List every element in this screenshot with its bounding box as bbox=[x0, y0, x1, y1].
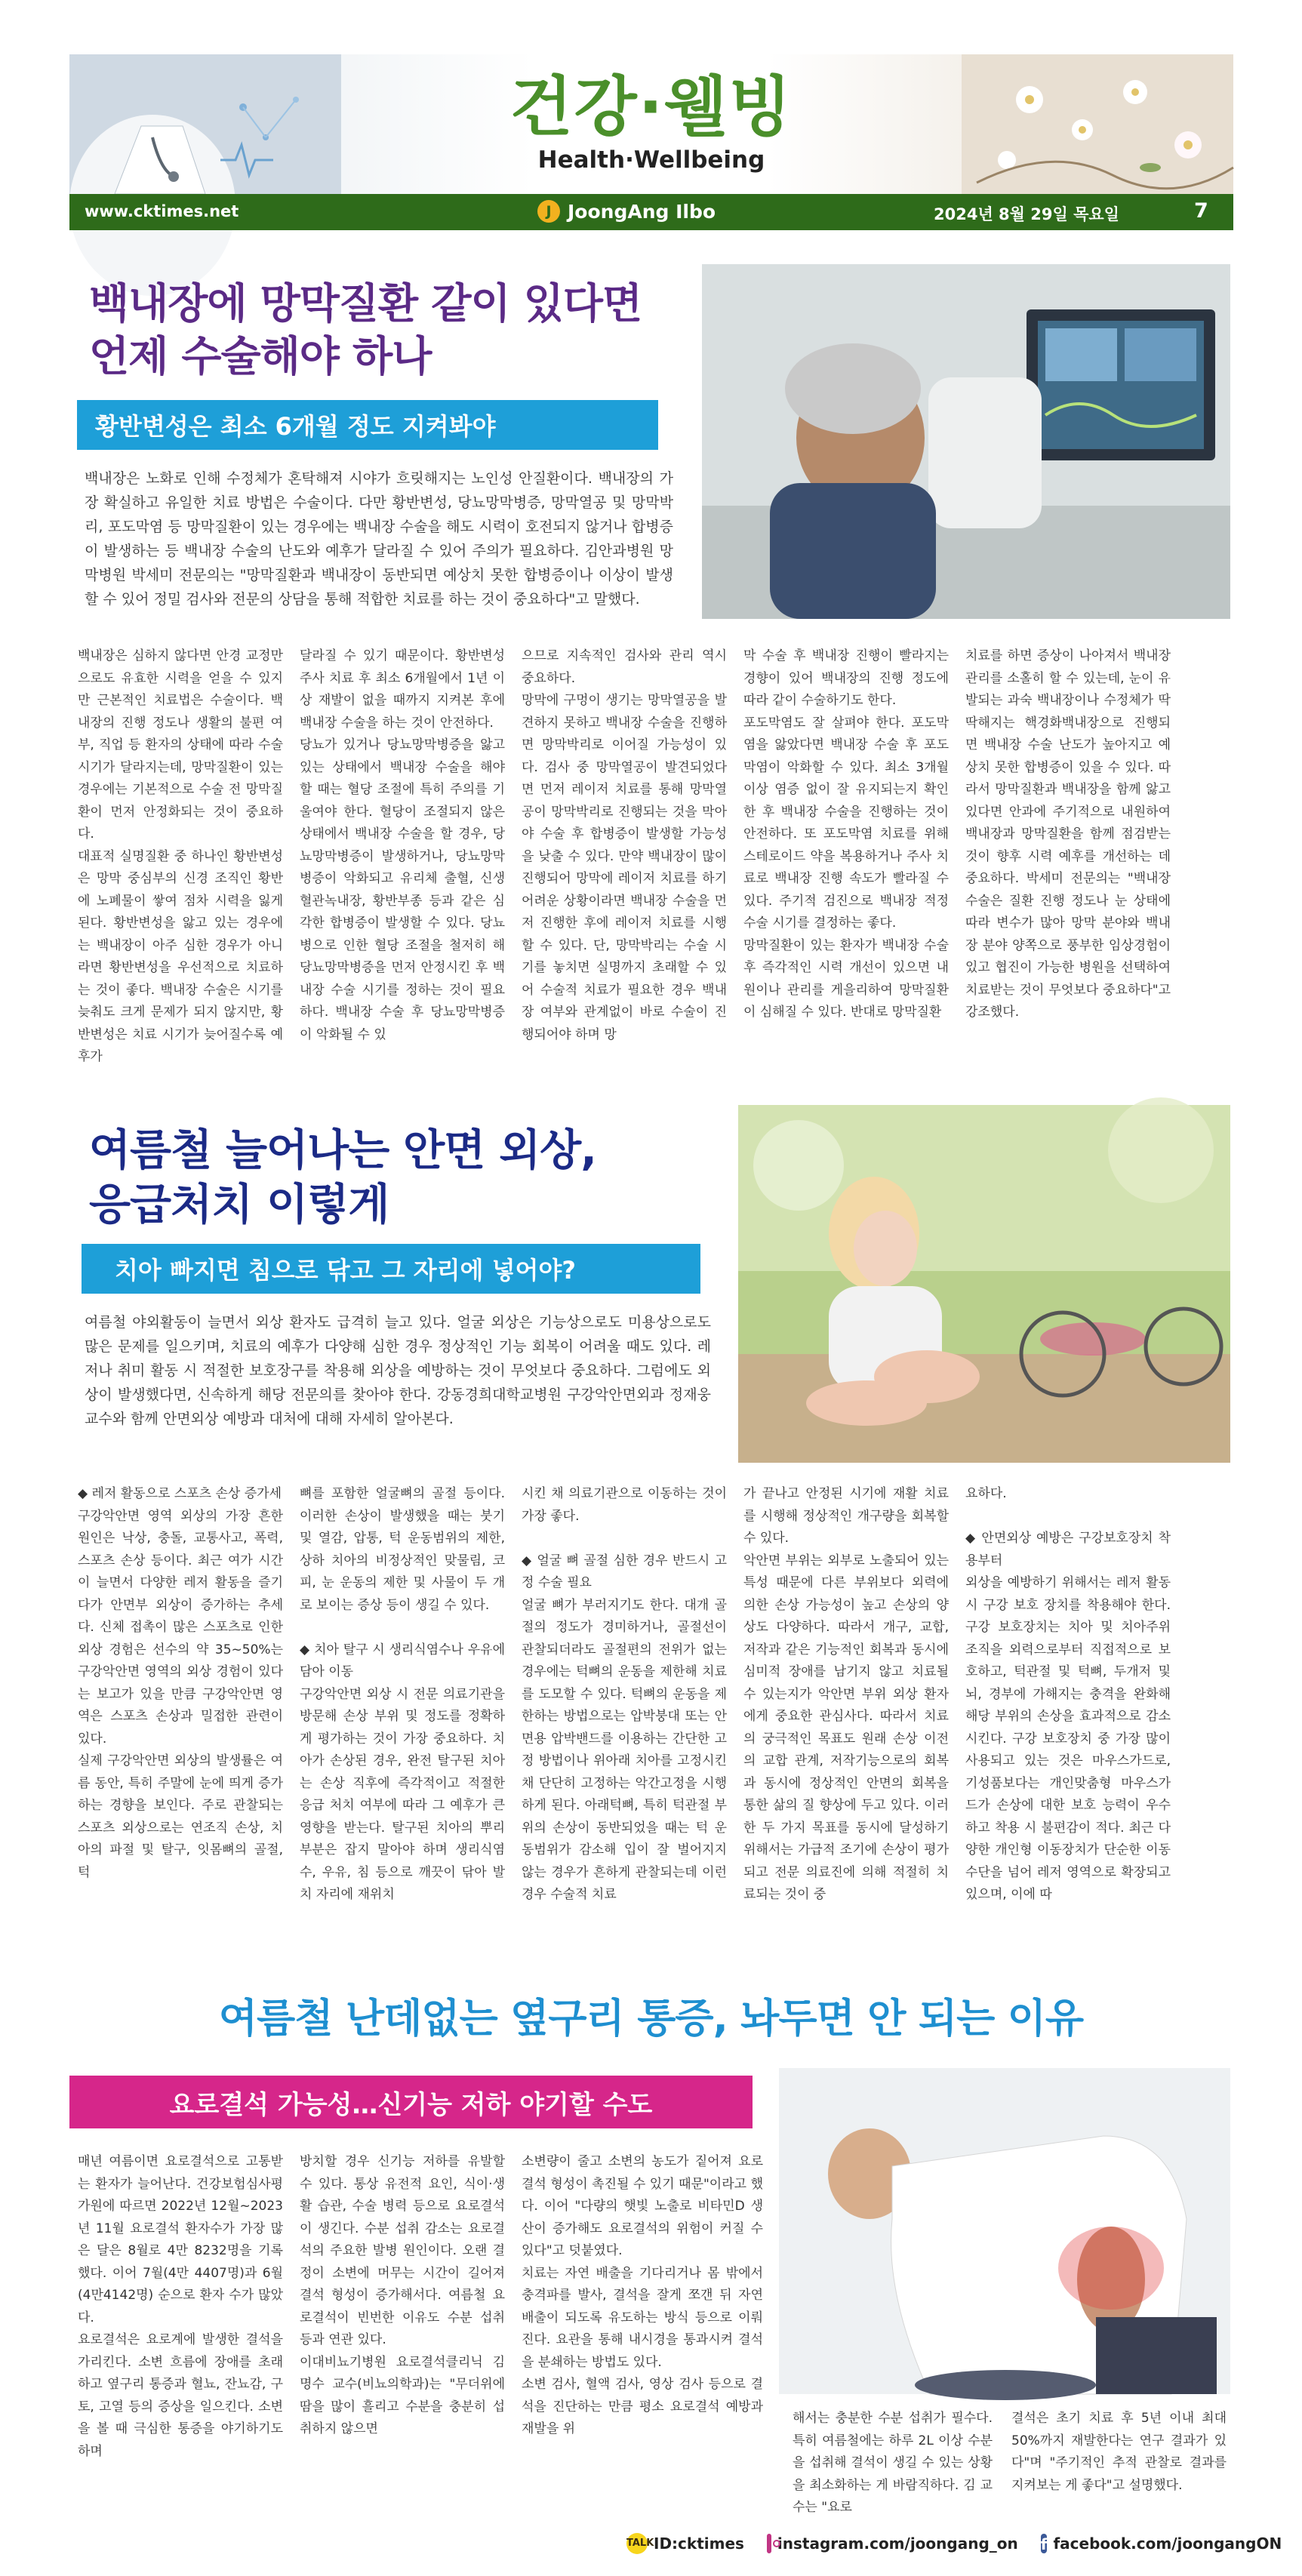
article1-lead: 백내장은 노화로 인해 수정체가 혼탁해져 시야가 흐릿해지는 노인성 안질환이다. 백내장의 가장 확실하고 유일한 치료 방법은 수술이다. 다만 황반변성, 당뇨망막병증, 망막열공 및 망막박리, 포도막염 등 망막질환이 있는 경우에는 백내장 수술을 해도 시력이 호전되지 않거나 합병증이 발생하는 등 백내장 수술의 난도와 예후가 달라질 수 있어 주의가 필요하다. 김안과병원 망막병원 박세미 전문의는 "망막질환과 백내장이 동반되면 예상치 못한 합병증이나 이상이 발생할 수 있어 정밀 검사와 전문의 상담을 통해 적합한 치료를 하는 것이 중요하다"고 말했다. bbox=[85, 470, 673, 608]
joongang-logo-icon: J bbox=[537, 200, 560, 223]
article2-headline-line1: 여름철 늘어나는 안면 외상, bbox=[89, 1125, 596, 1175]
article2-column-3: 시킨 채 의료기관으로 이동하는 것이 가장 좋다. ◆ 얼굴 뼈 골절 심한 경우 반드시 고정 수술 필요 얼굴 뼈가 부러지기도 한다. 대개 골절의 정도가 경미하거나, 골절선이 관찰되더라도 골절편의 전위가 없는 경우에는 턱뼈의 운동을 제한해 치료를 도모할 수 있다. 턱뼈의 운동을 제한하는 방법으로는 압박붕대 또는 안면용 압박밴드를 이용하는 간단한 고정 방법이나 위아래 치아를 고정시킨 채 단단히 고정하는 악간고정을 시행하게 된다. 아래턱뼈, 특히 턱관절 부위의 손상이 동반되었을 때는 턱 운동범위가 감소해 입이 잘 벌어지지 않는 경우가 흔하게 관찰되는데 이런 경우 수술적 치료 bbox=[522, 1486, 727, 1902]
article3-column-5: 결석은 초기 치료 후 5년 이내 최대 50%까지 재발한다는 연구 결과가 있다"며 "주기적인 추적 관찰로 결과를 지켜보는 게 좋다"고 설명했다. bbox=[1011, 2411, 1227, 2493]
instagram-link[interactable]: instagram.com/joongang_on bbox=[777, 2534, 1018, 2553]
article3-subhead: 요로결석 가능성…신기능 저하 야기할 수도 bbox=[69, 2076, 753, 2128]
facebook-icon: f bbox=[1040, 2535, 1048, 2553]
back-pain-illustration bbox=[779, 2068, 1230, 2394]
article1-column-3: 으므로 지속적인 검사와 관리 역시 중요하다. 망막에 구멍이 생기는 망막열공을 발견하지 못하고 백내장 수술을 진행하면 망막박리로 이어질 가능성이 있다. 검사 중 망막열공이 발견되었다면 먼저 레이저 치료를 통해 망막열공이 망막박리로 진행되는 것을 막아야 수술 후 합병증이 발생할 가능성을 낮출 수 있다. 만약 백내장이 많이 진행되어 망막에 레이저 치료를 하기 어려운 상황이라면 백내장 수술을 먼저 진행한 후에 레이저 치료를 시행할 수 있다. 단, 망막박리는 수술 시기를 놓치면 실명까지 초래할 수 있어 수술적 치료가 필요한 경우 백내장 여부와 관계없이 바로 수술이 진행되어야 하며 망 bbox=[522, 648, 727, 1042]
article3-column-2: 방치할 경우 신기능 저하를 유발할 수 있다. 통상 유전적 요인, 식이·생활 습관, 수술 병력 등으로 요로결석이 생긴다. 수분 섭취 감소는 요로결석의 주요한 발병 원인이다. 오랜 결정이 소변에 머무는 시간이 길어져 결석 형성이 증가해서다. 여름철 요로결석이 빈번한 이유도 수분 섭취 등과 연관 있다. 이대비뇨기병원 요로결석클리닉 김명수 교수(비뇨의학과)는 "무더위에 땀을 많이 흘리고 수분을 충분히 섭취하지 않으면 bbox=[300, 2154, 505, 2436]
article1-column-5: 치료를 하면 증상이 나아져서 백내장 관리를 소홀히 할 수 있는데, 눈이 유발되는 과숙 백내장이나 수정체가 딱딱해지는 핵경화백내장으로 진행되면 백내장 수술 난도가 높아지고 예상치 못한 합병증이 있을 수 있다. 따라서 망막질환과 백내장을 함께 앓고 있다면 안과에 주기적으로 내원하여 백내장과 망막질환을 함께 점검받는 것이 향후 시력 예후를 개선하는 데 중요하다. 박세미 전문의는 "백내장 수술은 질환 진행 정도나 눈 상태에 따라 변수가 많아 망막 분야와 백내장 분야 양쪽으로 풍부한 임상경험이 있고 협진이 가능한 병원을 선택하여 치료받는 것이 무엇보다 중요하다"고 강조했다. bbox=[965, 648, 1171, 1020]
article1-column-1: 백내장은 심하지 않다면 안경 교정만으로도 유효한 시력을 얻을 수 있지만 근본적인 치료법은 수술이다. 백내장의 진행 정도나 생활의 불편 여부, 직업 등 환자의 상태에 따라 수술 시기가 달라지는데, 망막질환이 있는 경우에는 기본적으로 수술 전 망막질환이 먼저 안정화되는 것이 중요하다. 대표적 실명질환 중 하나인 황반변성은 망막 중심부의 신경 조직인 황반에 노폐물이 쌓여 점차 시력을 잃게 된다. 황반변성을 앓고 있는 경우에는 백내장이 아주 심한 경우가 아니라면 황반변성을 우선적으로 치료하는 것이 좋다. 백내장 수술은 시기를 늦춰도 크게 문제가 되지 않지만, 황반변성은 치료 시기가 늦어질수록 예후가 bbox=[78, 648, 283, 1064]
article1-subhead: 황반변성은 최소 6개월 정도 지켜봐야 bbox=[77, 400, 658, 450]
article1-headline-line1: 백내장에 망막질환 같이 있다면 bbox=[89, 279, 642, 328]
article2-column-1: ◆ 레저 활동으로 스포츠 손상 증가세 구강악안면 영역 외상의 가장 흔한 원인은 낙상, 충돌, 교통사고, 폭력, 스포츠 손상 등이다. 최근 여가 시간이 늘면서 다양한 레저 활동을 즐기다가 안면부 외상이 증가하는 추세다. 신체 접촉이 많은 스포츠로 인한 외상 경험은 선수의 약 35~50%는 구강악안면 영역의 외상 경험이 있다는 보고가 있을 만큼 구강악안면 영역은 스포츠 손상과 밀접한 관련이 있다. 실제 구강악안면 외상의 발생률은 여름 동안, 특히 주말에 눈에 띄게 증가하는 경향을 보인다. 주로 관찰되는 스포츠 외상으로는 연조직 손상, 치아의 파절 및 탈구, 잇몸뼈의 골절, 턱 bbox=[78, 1486, 283, 1880]
article1-headline-line2: 언제 수술해야 하나 bbox=[89, 332, 432, 380]
article2-column-4: 가 끝나고 안정된 시기에 재활 치료를 시행해 정상적인 개구량을 회복할 수 있다. 악안면 부위는 외부로 노출되어 있는 특성 때문에 다른 부위보다 외력에 의한 손상 가능성이 높고 손상의 양상도 다양하다. 따라서 개구, 교합, 저작과 같은 기능적인 회복과 동시에 심미적 장애를 남기지 않고 치료될 수 있는지가 악안면 부위 외상 환자에게 중요한 관심사다. 따라서 치료의 궁극적인 목표도 원래 손상 이전의 교합 관계, 저작기능으로의 회복과 동시에 정상적인 안면의 회복을 통한 삶의 질 향상에 두고 있다. 이러한 두 가지 목표를 동시에 달성하기 위해서는 가급적 조기에 손상이 평가되고 전문 의료진에 의해 적절히 치료되는 것이 중 bbox=[743, 1486, 949, 1902]
kakao-icon: TALK bbox=[626, 2533, 648, 2554]
paper-name: JoongAng Ilbo bbox=[568, 200, 716, 223]
article1-column-4: 막 수술 후 백내장 진행이 빨라지는 경향이 있어 백내장의 진행 정도에 따라 같이 수술하기도 한다. 포도막염도 잘 살펴야 한다. 포도막염을 앓았다면 백내장 수술 후 포도막염이 악화할 수 있다. 최소 3개월 이상 염증 없이 잘 유지되는지 확인한 후 백내장 수술을 진행하는 것이 안전하다. 또 포도막염 치료를 위해 스테로이드 약을 복용하거나 주사 치료로 백내장 진행 속도가 빨라질 수 있다. 주기적 검진으로 백내장 적정 수술 시기를 결정하는 좋다. 망막질환이 있는 환자가 백내장 수술 후 즉각적인 시력 개선이 있으면 내원이나 관리를 게을리하여 망막질환이 심해질 수 있다. 반대로 망막질환 bbox=[743, 648, 949, 1020]
section-title: 건강·웰빙 bbox=[509, 69, 793, 145]
article2-subhead: 치아 빠지면 침으로 닦고 그 자리에 넣어야? bbox=[82, 1244, 700, 1294]
page-number: 7 bbox=[1194, 199, 1208, 223]
article3-photo-back-pain bbox=[779, 2068, 1230, 2394]
article2-column-5: 요하다. ◆ 안면외상 예방은 구강보호장치 착용부터 외상을 예방하기 위해서는 레저 활동 시 구강 보호 장치를 착용해야 한다. 구강 보호장치는 치아 및 치아주위 조직을 외력으로부터 직접적으로 보호하고, 턱관절 및 턱뼈, 두개저 및 뇌, 경부에 가해지는 충격을 완화해 해당 부위의 손상을 효과적으로 감소시킨다. 구강 보호장치 중 가장 많이 사용되고 있는 것은 마우스가드로, 기성품보다는 개인맞춤형 마우스가드가 손상에 대한 보호 능력이 우수하고 착용 시 불편감이 적다. 최근 다양한 개인형 이동장치가 단순한 이동 수단을 넘어 레저 영역으로 확장되고 있으며, 이에 따 bbox=[965, 1486, 1171, 1902]
article3-column-4: 해서는 충분한 수분 섭취가 필수다. 특히 여름철에는 하루 2L 이상 수분을 섭취해 결석이 생길 수 있는 상황을 최소화하는 게 바람직하다. 김 교수는 "요로 bbox=[793, 2411, 993, 2515]
kakao-id[interactable]: ID:cktimes bbox=[654, 2534, 744, 2553]
article3-column-3: 소변량이 줄고 소변의 농도가 짙어져 요로결석 형성이 촉진될 수 있기 때문"이라고 했다. 이어 "다량의 햇빛 노출로 비타민D 생산이 증가해도 요로결석의 위험이 커질 수 있다"고 덧붙였다. 치료는 자연 배출을 기다리거나 몸 밖에서 충격파를 발사, 결석을 잘게 쪼갠 뒤 자연 배출이 되도록 유도하는 방식 등으로 이뤄진다. 요관을 통해 내시경을 통과시켜 결석을 분쇄하는 방법도 있다. 소변 검사, 혈액 검사, 영상 검사 등으로 결석을 진단하는 만큼 평소 요로결석 예방과 재발을 위 bbox=[522, 2154, 763, 2436]
article2-column-2: 뼈를 포함한 얼굴뼈의 골절 등이다. 이러한 손상이 발생했을 때는 붓기 및 열감, 압통, 턱 운동범위의 제한, 상하 치아의 비정상적인 맞물림, 코피, 눈 운동의 제한 및 사물이 두 개로 보이는 증상 등이 생길 수 있다. ◆ 치아 탈구 시 생리식염수나 우유에 담아 이동 구강악안면 외상 시 전문 의료기관을 방문해 손상 부위 및 정도를 정확하게 평가하는 것이 가장 중요하다. 치아가 손상된 경우, 완전 탈구된 치아는 손상 직후에 즉각적이고 적절한 응급 처치 여부에 따라 그 예후가 큰 영향을 받는다. 탈구된 치아의 뿌리 부분은 잡지 말아야 하며 생리식염수, 우유, 침 등으로 깨끗이 닦아 발치 자리에 재위치 bbox=[300, 1486, 505, 1902]
issue-date: 2024년 8월 29일 목요일 bbox=[934, 205, 1119, 223]
instagram-icon bbox=[767, 2534, 771, 2553]
article1-column-2: 달라질 수 있기 때문이다. 황반변성 주사 치료 후 최소 6개월에서 1년 이상 재발이 없을 때까지 지켜본 후에 백내장 수술을 하는 것이 안전하다. 당뇨가 있거나 당뇨망막병증을 앓고 있는 상태에서 백내장 수술을 해야 할 때는 혈당 조절에 특히 주의를 기울여야 한다. 혈당이 조절되지 않은 상태에서 백내장 수술을 할 경우, 당뇨망막병증이 발생하거나, 당뇨망막병증이 악화되고 유리체 출혈, 신생혈관녹내장, 황반부종 등과 같은 심각한 합병증이 발생할 수 있다. 당뇨병으로 인한 혈당 조절을 철저히 해 당뇨망막병증을 먼저 안정시킨 후 백내장 수술 시기를 정하는 것이 필요하다. 백내장 수술 후 당뇨망막병증이 악화될 수 있 bbox=[300, 648, 505, 1042]
article3-headline: 여름철 난데없는 옆구리 통증, 놔두면 안 되는 이유 bbox=[218, 1996, 1084, 2042]
section-subtitle: Health·Wellbeing bbox=[537, 146, 765, 174]
footer-social bbox=[626, 2528, 1282, 2559]
facebook-link[interactable]: facebook.com/joongangON bbox=[1053, 2534, 1282, 2553]
website-url[interactable]: www.cktimes.net bbox=[85, 202, 239, 220]
article2-headline-line2: 응급처치 이렇게 bbox=[89, 1180, 389, 1230]
article2-lead: 여름철 야외활동이 늘면서 외상 환자도 급격히 늘고 있다. 얼굴 외상은 기능상으로도 미용상으로도 많은 문제를 일으키며, 치료의 예후가 다양해 심한 경우 정상적인 기능 회복이 어려울 때도 있다. 레저나 취미 활동 시 적절한 보호장구를 착용해 외상을 예방하는 것이 무엇보다 중요하다. 그럼에도 외상이 발생했다면, 신속하게 해당 전문의를 찾아야 한다. 강동경희대학교병원 구강악안면외과 정재웅 교수와 함께 안면외상 예방과 대처에 대해 자세히 알아본다. bbox=[85, 1314, 711, 1427]
article3-column-1: 매년 여름이면 요로결석으로 고통받는 환자가 늘어난다. 건강보험심사평가원에 따르면 2022년 12월~2023년 11월 요로결석 환자수가 가장 많은 달은 8월로 4만 8232명을 기록했다. 이어 7월(4만 4407명)과 6월(4만4142명) 순으로 환자 수가 많았다. 요로결석은 요로계에 발생한 결석을 가리킨다. 소변 흐름에 장애를 초래하고 옆구리 통증과 혈뇨, 잔뇨감, 구토, 고열 등의 증상을 일으킨다. 소변을 볼 때 극심한 통증을 야기하기도 하며 bbox=[78, 2154, 283, 2459]
